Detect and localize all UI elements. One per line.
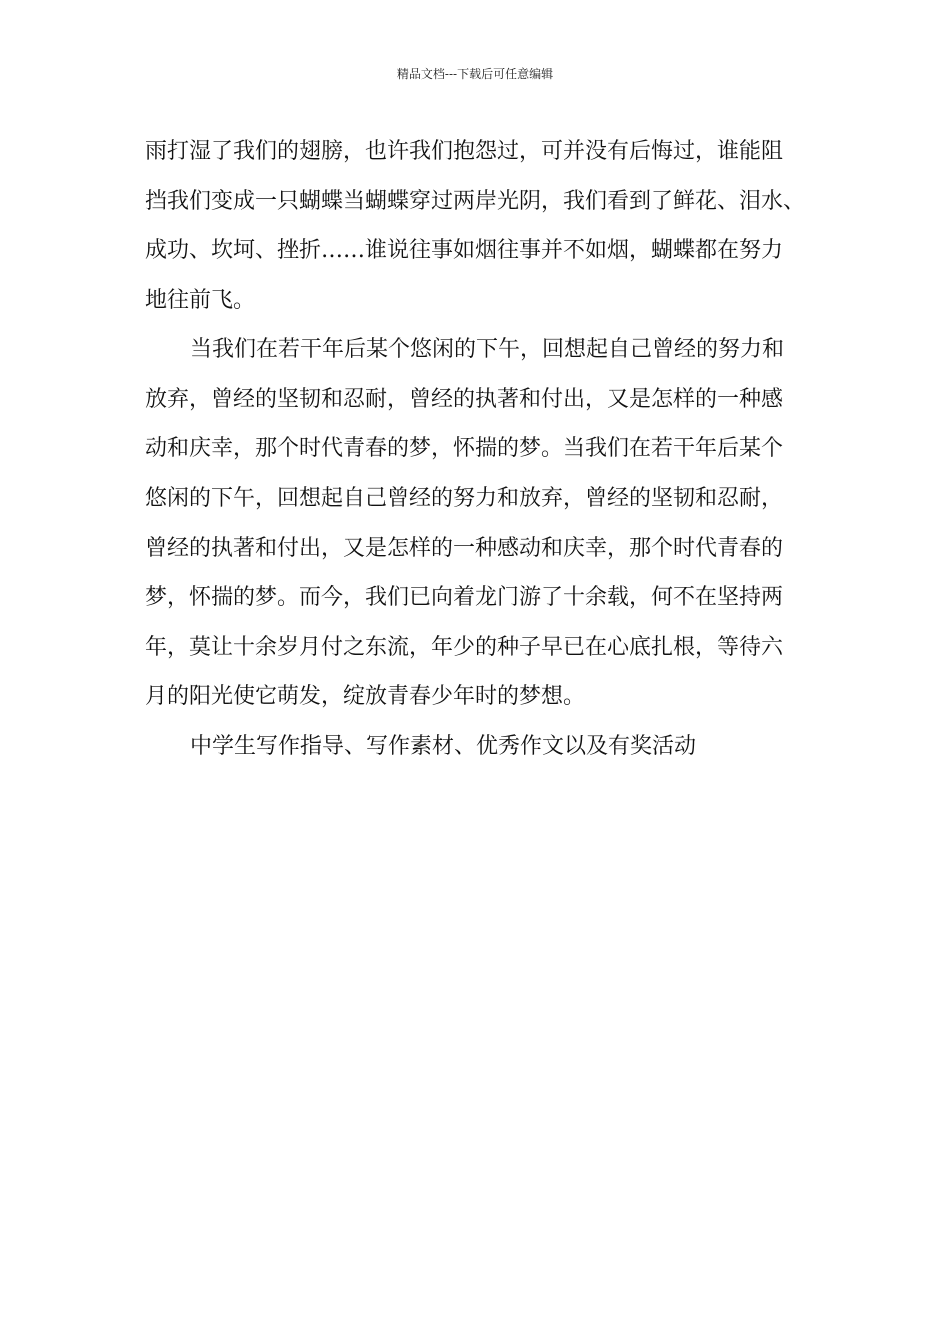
paragraph-line: 挡我们变成一只蝴蝶当蝴蝶穿过两岸光阴，我们看到了鲜花、泪水、 bbox=[145, 189, 806, 214]
page-header: 精品文档---下载后可任意编辑 bbox=[396, 67, 554, 81]
paragraph-line: 悠闲的下午，回想起自己曾经的努力和放弃，曾经的坚韧和忍耐， bbox=[145, 486, 784, 511]
paragraph-line: 动和庆幸，那个时代青春的梦，怀揣的梦。当我们在若干年后某个 bbox=[145, 436, 784, 461]
paragraph-line: 梦，怀揣的梦。而今，我们已向着龙门游了十余载，何不在坚持两 bbox=[145, 585, 784, 610]
paragraph-line: 雨打湿了我们的翅膀，也许我们抱怨过，可并没有后悔过，谁能阻 bbox=[145, 139, 784, 164]
paragraph-line: 月的阳光使它萌发，绽放青春少年时的梦想。 bbox=[145, 684, 586, 709]
paragraph-line: 曾经的执著和付出，又是怎样的一种感动和庆幸，那个时代青春的 bbox=[145, 536, 784, 561]
paragraph-line: 地往前飞。 bbox=[145, 288, 256, 313]
footer-promo-line: 中学生写作指导、写作素材、优秀作文以及有奖活动 bbox=[190, 734, 697, 759]
paragraph-line: 当我们在若干年后某个悠闲的下午，回想起自己曾经的努力和 bbox=[190, 337, 785, 362]
paragraph-line: 年，莫让十余岁月付之东流，年少的种子早已在心底扎根，等待六 bbox=[145, 635, 784, 660]
paragraph-line: 放弃，曾经的坚韧和忍耐，曾经的执著和付出，又是怎样的一种感 bbox=[145, 387, 784, 412]
paragraph-line: 成功、坎坷、挫折……谁说往事如烟往事并不如烟，蝴蝶都在努力 bbox=[145, 238, 784, 263]
